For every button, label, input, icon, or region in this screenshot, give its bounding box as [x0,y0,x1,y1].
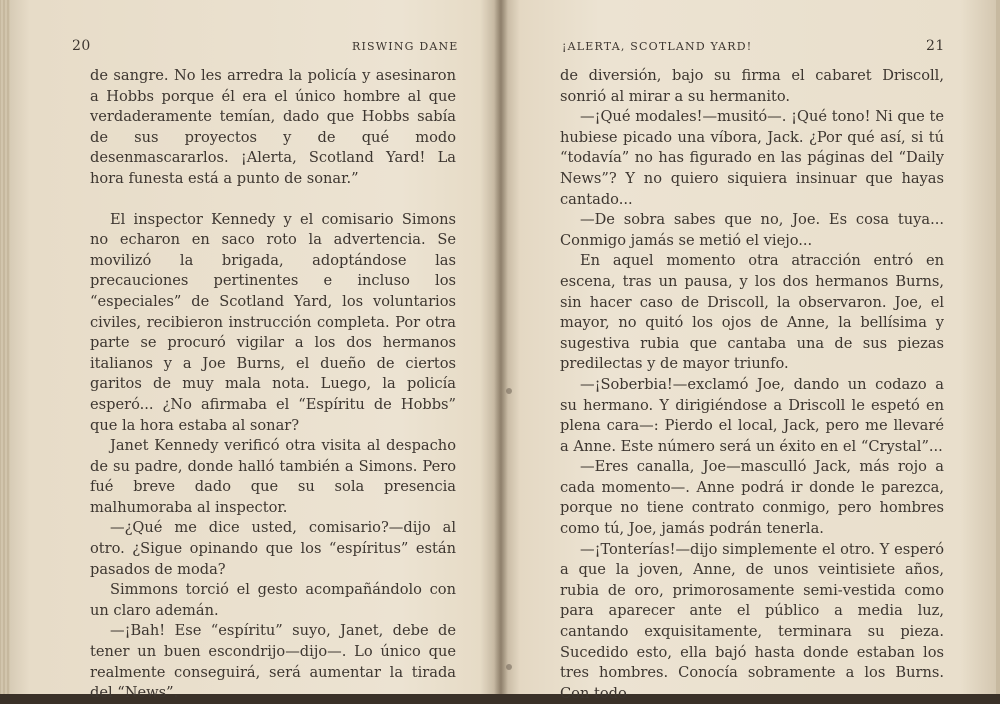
paragraph: —¡Tonterías!—dijo simplemente el otro. Y esperó a que la joven, Anne, de unos veintisiete años, rubia de oro, primorosamente semi-vestida como para aparecer ante el público a media luz, cantando exquisitamente, terminara su pieza. Sucedido esto, ella bajó hasta donde estaban los tres hombres. Conocía sobramente a los Burns. Con todo [560,540,944,702]
paragraph: Janet Kennedy verificó otra visita al despacho de su padre, donde halló también a Simons. Pero fué breve dado que su sola presencia malhumoraba al inspector. [90,437,456,516]
paragraph: —¡Bah! Ese “espíritu” suyo, Janet, debe de tener un buen escondrijo—dijo—. Lo único que realmente conseguirá, será aumentar la tirada del “News”. [90,622,456,702]
left-page-text [90,66,456,704]
paragraph: —¡Qué modales!—musitó—. ¡Qué tono! Ni que te hubiese picado una víbora, Jack. ¿Por qué así, si tú “todavía” no has figurado en las páginas del “Daily News”? Y no quiero siquiera insinuar que hayas cantado... [560,108,944,208]
paragraph: —De sobra sabes que no, Joe. Es cosa tuya... Conmigo jamás se metió el viejo... [560,211,944,249]
paragraph: de sangre. No les arredra la policía y asesinaron a Hobbs porque él era el único hombre al que verdaderamente temían, dado que Hobbs sabía de sus proyectos y de qué modo desenmascararlos. ¡Alerta, Scotland Yard! La hora funesta está a punto de sonar.” [90,67,456,187]
right-page-text [560,66,944,704]
left-page [0,0,498,702]
paragraph: —Eres canalla, Joe—masculló Jack, más rojo a cada momento—. Anne podrá ir donde le parezca, porque no tiene contrato conmigo, pero hombres como tú, Joe, jamás podrán tenerla. [560,458,944,538]
page-number-left: 20 [72,38,91,54]
binding-staple [506,388,512,394]
paragraph: En aquel momento otra atracción entró en escena, tras un pausa, y los dos hermanos Burns, sin hacer caso de Driscoll, la observaron. Joe, el mayor, no quitó los ojos de Anne, la bellísima y sugestiva rubia que cantaba una de sus piezas predilectas y de mayor triunfo. [560,252,944,373]
page-number-right: 21 [926,38,945,54]
paragraph: El inspector Kennedy y el comisario Simons no echaron en saco roto la advertencia. Se movilizó la brigada, adoptándose las precauciones pertinentes e incluso los “especiales” de Scotland Yard, los voluntarios civiles, recibieron instrucción completa. Por otra parte se procuró vigilar a los dos hermanos italianos y a Joe Burns, el dueño de ciertos garitos de muy mala nota. Luego, la policía esperó... ¿No afirmaba el “Espíritu de Hobbs” que la hora estaba al sonar? [90,210,456,434]
paragraph: de diversión, bajo su firma el cabaret Driscoll, sonrió al mirar a su hermanito. [560,67,944,105]
binding-staple [506,664,512,670]
paragraph: —¿Qué me dice usted, comisario?—dijo al otro. ¿Sigue opinando que los “espíritus” están pasados de moda? [90,519,456,578]
paragraph: Simmons torció el gesto acompañándolo con un claro ademán. [90,581,456,619]
running-head-left: RISWING DANE [352,40,459,53]
right-page [502,0,1000,702]
running-head-right: ¡ALERTA, SCOTLAND YARD! [562,40,753,53]
paragraph: —¡Soberbia!—exclamó Joe, dando un codazo a su hermano. Y dirigiéndose a Driscoll le espetó en plena cara—: Pierdo el local, Jack, pero me llevaré a Anne. Este número será un éxito en el “Crystal”... [560,375,944,455]
